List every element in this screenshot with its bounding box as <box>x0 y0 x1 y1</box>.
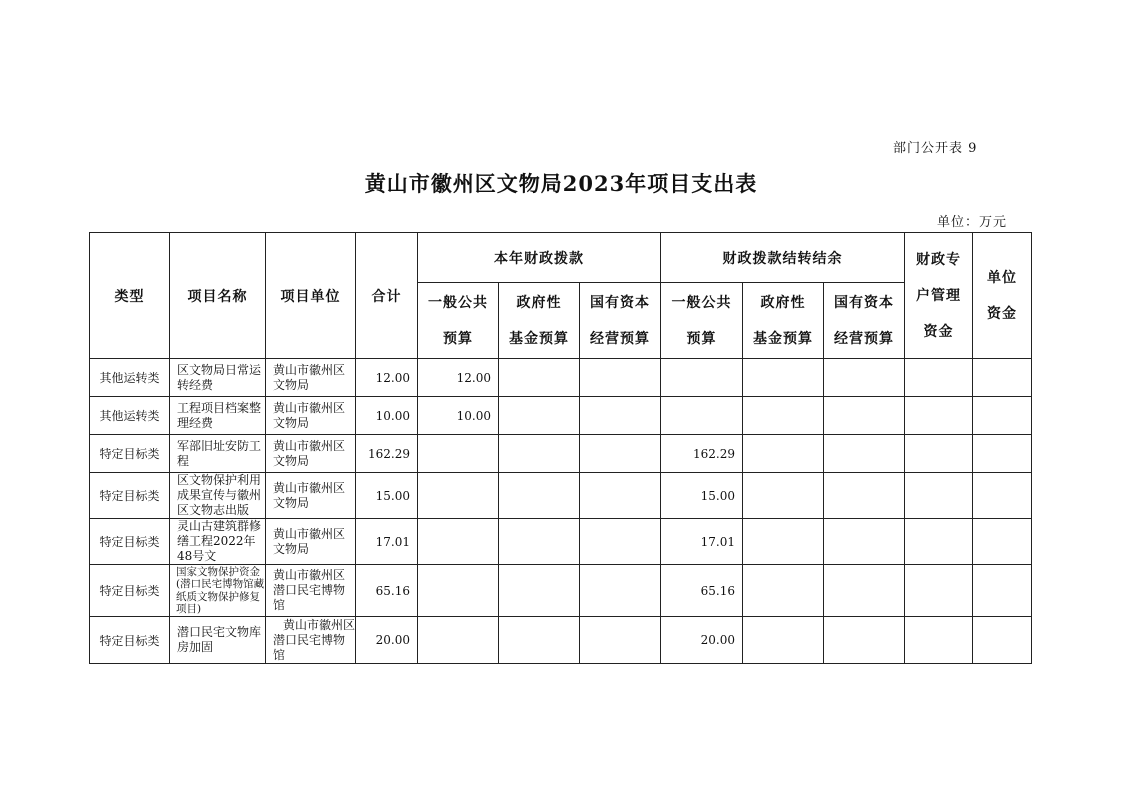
header-unit-funds-line1: 单位 <box>987 269 1018 286</box>
cell-current-fund <box>499 565 580 617</box>
cell-special <box>905 519 973 565</box>
cell-unit-funds <box>973 435 1032 473</box>
header-total: 合计 <box>356 233 418 359</box>
project-expenditure-table <box>89 232 1032 664</box>
cell-carry-state <box>824 519 905 565</box>
cell-current-state <box>580 435 661 473</box>
header-current-general-line1: 一般公共 <box>428 294 488 311</box>
cell-project-name: 灵山古建筑群修缮工程2022年48号文 <box>170 519 266 565</box>
cell-project-unit: 黄山市徽州区文物局 <box>266 519 356 565</box>
cell-project-unit: 黄山市徽州区文物局 <box>266 397 356 435</box>
header-project-unit: 项目单位 <box>266 233 356 359</box>
cell-current-general <box>418 617 499 664</box>
cell-total: 15.00 <box>356 473 418 519</box>
cell-carry-state <box>824 473 905 519</box>
cell-current-fund <box>499 359 580 397</box>
cell-current-fund <box>499 473 580 519</box>
cell-type: 特定目标类 <box>90 565 170 617</box>
table-row <box>90 435 1032 473</box>
cell-special <box>905 435 973 473</box>
cell-carry-fund <box>743 565 824 617</box>
header-current-state <box>580 283 661 359</box>
header-type: 类型 <box>90 233 170 359</box>
currency-unit: 单位：万元 <box>937 215 1008 230</box>
cell-carry-state <box>824 617 905 664</box>
cell-project-name: 国家文物保护资金(潜口民宅博物馆藏纸质文物保护修复项目) <box>170 565 266 617</box>
cell-unit-funds <box>973 565 1032 617</box>
cell-current-state <box>580 359 661 397</box>
header-current-state-line1: 国有资本 <box>590 294 650 311</box>
cell-project-unit: 黄山市徽州区文物局 <box>266 359 356 397</box>
header-project-name: 项目名称 <box>170 233 266 359</box>
cell-carry-fund <box>743 617 824 664</box>
cell-current-general <box>418 565 499 617</box>
cell-carry-state <box>824 397 905 435</box>
cell-current-fund <box>499 435 580 473</box>
cell-unit-funds <box>973 519 1032 565</box>
cell-carry-fund <box>743 519 824 565</box>
cell-current-state <box>580 397 661 435</box>
cell-project-name: 区文物局日常运转经费 <box>170 359 266 397</box>
cell-total: 20.00 <box>356 617 418 664</box>
cell-unit-funds <box>973 473 1032 519</box>
cell-current-general <box>418 435 499 473</box>
cell-special <box>905 617 973 664</box>
header-unit-funds-line2: 资金 <box>987 305 1018 322</box>
header-current-general-line2: 预算 <box>443 330 473 347</box>
cell-total: 10.00 <box>356 397 418 435</box>
header-current-year-appropriation: 本年财政拨款 <box>418 233 661 283</box>
cell-type: 特定目标类 <box>90 473 170 519</box>
cell-project-unit: 黄山市徽州区潜口民宅博物馆 <box>266 617 356 664</box>
header-carry-state <box>824 283 905 359</box>
cell-carry-fund <box>743 435 824 473</box>
table-row <box>90 397 1032 435</box>
table-row <box>90 565 1032 617</box>
cell-carry-general: 20.00 <box>661 617 743 664</box>
cell-project-name: 区文物保护利用成果宣传与徽州区文物志出版 <box>170 473 266 519</box>
cell-carry-fund <box>743 397 824 435</box>
cell-total: 12.00 <box>356 359 418 397</box>
cell-carry-general <box>661 359 743 397</box>
cell-current-state <box>580 519 661 565</box>
cell-unit-funds <box>973 359 1032 397</box>
cell-special <box>905 359 973 397</box>
cell-current-fund <box>499 519 580 565</box>
table-row <box>90 359 1032 397</box>
header-unit-funds <box>973 233 1032 359</box>
cell-project-name: 潜口民宅文物库房加固 <box>170 617 266 664</box>
cell-project-name: 工程项目档案整理经费 <box>170 397 266 435</box>
header-current-fund-line1: 政府性 <box>516 294 562 311</box>
header-carry-state-line1: 国有资本 <box>834 294 895 311</box>
cell-carry-state <box>824 359 905 397</box>
header-current-fund <box>499 283 580 359</box>
form-number: 部门公开表 9 <box>893 141 978 156</box>
cell-total: 17.01 <box>356 519 418 565</box>
cell-current-fund <box>499 397 580 435</box>
cell-current-state <box>580 473 661 519</box>
cell-current-fund <box>499 617 580 664</box>
cell-current-state <box>580 617 661 664</box>
header-carry-fund-line2: 基金预算 <box>753 330 814 347</box>
cell-unit-funds <box>973 617 1032 664</box>
cell-special <box>905 397 973 435</box>
header-carry-general-line2: 预算 <box>686 330 717 347</box>
header-current-fund-line2: 基金预算 <box>509 330 569 347</box>
cell-carry-state <box>824 565 905 617</box>
cell-project-unit: 黄山市徽州区潜口民宅博物馆 <box>266 565 356 617</box>
header-carryover-balance: 财政拨款结转结余 <box>661 233 905 283</box>
header-current-general <box>418 283 499 359</box>
cell-current-general: 10.00 <box>418 397 499 435</box>
header-special-line3: 资金 <box>923 323 954 340</box>
cell-special <box>905 473 973 519</box>
cell-project-name: 军部旧址安防工程 <box>170 435 266 473</box>
header-carry-state-line2: 经营预算 <box>834 330 895 347</box>
cell-carry-fund <box>743 359 824 397</box>
page-title: 黄山市徽州区文物局2023年项目支出表 <box>364 171 758 196</box>
cell-current-general <box>418 519 499 565</box>
table-row <box>90 519 1032 565</box>
cell-total: 162.29 <box>356 435 418 473</box>
table-row <box>90 617 1032 664</box>
cell-type: 特定目标类 <box>90 617 170 664</box>
cell-current-general: 12.00 <box>418 359 499 397</box>
header-carry-fund-line1: 政府性 <box>760 294 806 311</box>
header-special-line2: 户管理 <box>916 287 962 304</box>
cell-total: 65.16 <box>356 565 418 617</box>
cell-carry-general: 162.29 <box>661 435 743 473</box>
cell-project-unit: 黄山市徽州区文物局 <box>266 473 356 519</box>
cell-project-unit: 黄山市徽州区文物局 <box>266 435 356 473</box>
header-current-state-line2: 经营预算 <box>590 330 650 347</box>
cell-current-general <box>418 473 499 519</box>
header-carry-general-line1: 一般公共 <box>671 294 732 311</box>
table-row <box>90 473 1032 519</box>
header-special-account <box>905 233 973 359</box>
cell-carry-general: 17.01 <box>661 519 743 565</box>
cell-unit-funds <box>973 397 1032 435</box>
cell-carry-general <box>661 397 743 435</box>
header-carry-fund <box>743 283 824 359</box>
cell-type: 特定目标类 <box>90 435 170 473</box>
header-carry-general <box>661 283 743 359</box>
cell-carry-general: 15.00 <box>661 473 743 519</box>
header-special-line1: 财政专 <box>916 251 962 268</box>
cell-current-state <box>580 565 661 617</box>
cell-carry-fund <box>743 473 824 519</box>
cell-carry-state <box>824 435 905 473</box>
cell-type: 特定目标类 <box>90 519 170 565</box>
cell-carry-general: 65.16 <box>661 565 743 617</box>
cell-special <box>905 565 973 617</box>
cell-type: 其他运转类 <box>90 397 170 435</box>
cell-type: 其他运转类 <box>90 359 170 397</box>
